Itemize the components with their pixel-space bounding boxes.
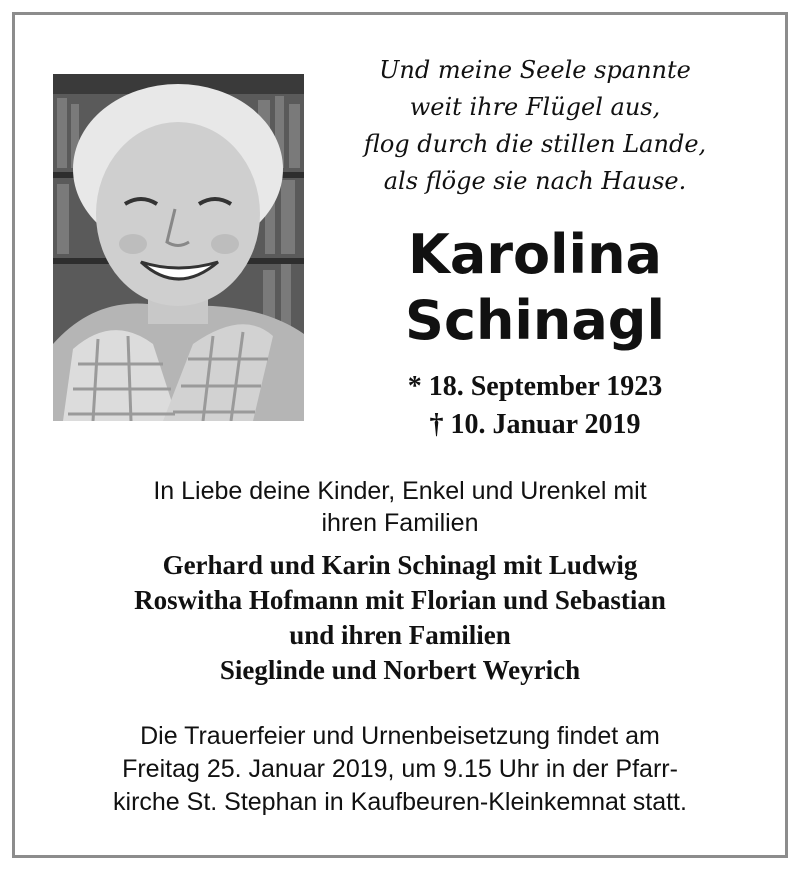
deceased-name <box>325 222 745 354</box>
service-line: Freitag 25. Januar 2019, um 9.15 Uhr in der Pfarr- <box>122 755 678 783</box>
intro-line: ihren Familien <box>321 509 479 537</box>
birth-date: * 18. September 1923 <box>407 371 663 402</box>
poem-line: als flöge sie nach Hause. <box>383 167 687 195</box>
poem <box>325 52 745 200</box>
death-date: † 10. Januar 2019 <box>429 409 641 440</box>
poem-line: weit ihre Flügel aus, <box>409 93 661 121</box>
mourner-line: und ihren Familien <box>289 620 511 650</box>
mourner-line: Sieglinde und Norbert Weyrich <box>219 655 581 685</box>
portrait-illustration <box>53 74 304 421</box>
intro-line: In Liebe deine Kinder, Enkel und Urenkel mit <box>153 477 647 505</box>
service-info <box>20 720 780 819</box>
mourners-list <box>20 548 780 688</box>
first-name: Karolina <box>408 223 662 286</box>
service-line: Die Trauerfeier und Urnenbeisetzung findet am <box>140 722 660 750</box>
life-dates <box>325 368 745 444</box>
service-line: kirche St. Stephan in Kaufbeuren-Kleinkemnat statt. <box>113 788 687 816</box>
mourners-intro <box>20 475 780 539</box>
last-name: Schinagl <box>405 289 665 352</box>
portrait-photo <box>53 74 304 421</box>
poem-line: Und meine Seele spannte <box>379 56 691 84</box>
mourner-line: Roswitha Hofmann mit Florian und Sebastian <box>134 585 666 615</box>
mourner-line: Gerhard und Karin Schinagl mit Ludwig <box>162 550 638 580</box>
poem-line: flog durch die stillen Lande, <box>363 130 707 158</box>
